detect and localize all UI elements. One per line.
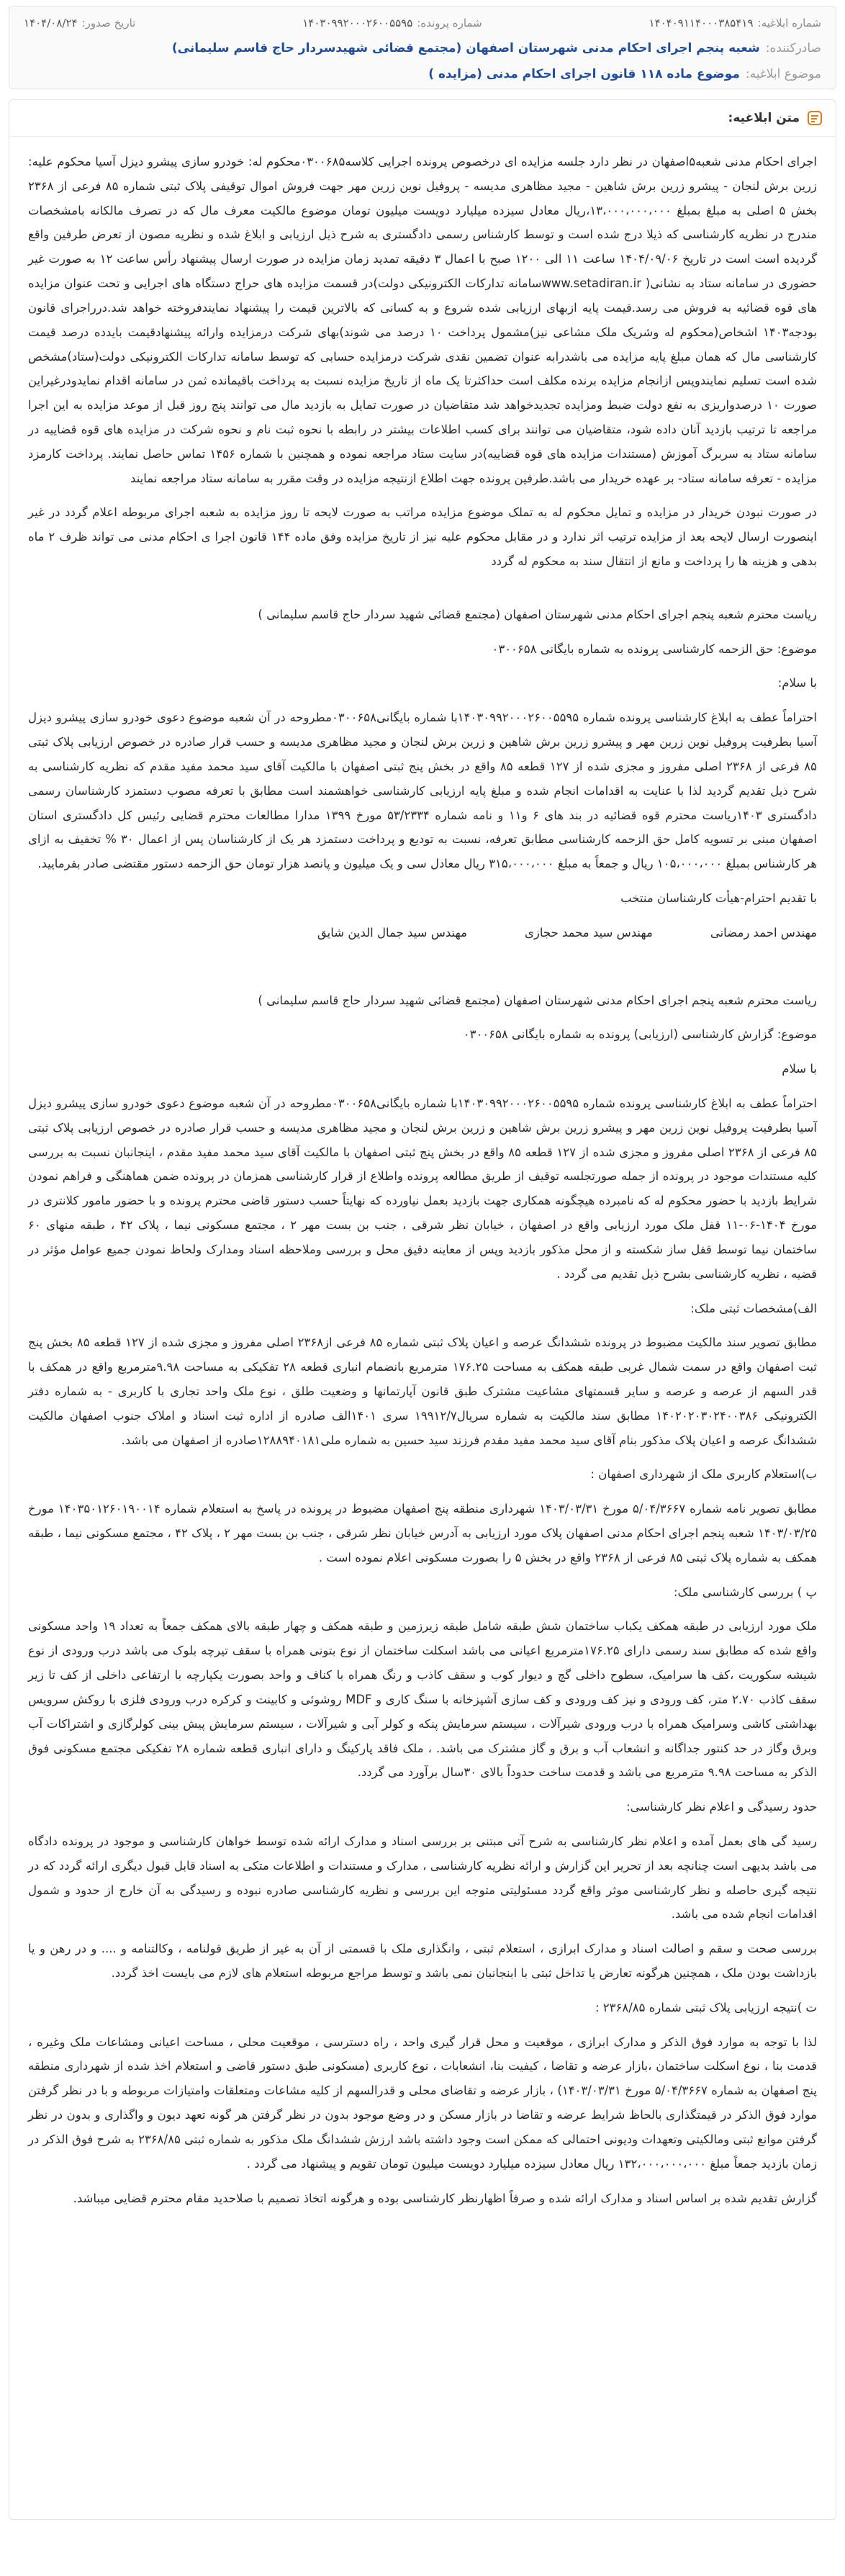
greeting-report: با سلام (782, 1062, 817, 1076)
section-landuse-heading: ب)استعلام کاربری ملک از شهرداری اصفهان : (590, 1467, 817, 1482)
issue-date (24, 17, 135, 30)
issuer-row (24, 41, 821, 55)
fee-paragraph: احتراماً عطف به ابلاغ کارشناسی پرونده شماره ۱۴۰۳۰۹۹۲۰۰۰۲۶۰۰۵۵۹۵با شماره بایگانی۰۳۰۰۶۵۸مطروحه در آن شعبه موضوع دعوی خودرو سازی پیشرو دیزل آسیا بطرفیت پروفیل نوین زرین مهر و پیشرو زرین برش شاهین و زرین برش لنجان و مجید مظاهری مدیسه و حسب قرار صادره در خصوص ارزیابی پلاک ثبتی ۸۵ فرعی از ۲۳۶۸ اصلی مفروز و مجزی شده از ۱۲۷ قطعه ۸۵ واقع در بخش پنج ثبتی اصفهان با مالکیت آقای سید محمد مفید مقدم که نظریه کارشناسی به شرح ذیل تقدیم گردید لذا با عنایت به اقدامات انجام شده و مبلغ پایه ارزیابی کارشناسی خواهشمند است مطابق با تعرفه مصوب دستمزد کارشناسان رسمی دادگستری ۱۴۰۳ریاست محترم قوه قضائیه در بند های ۶ و۱۱ و نامه شماره ۵۳/۲۳۳۴ مورخ ۱۳۹۹ مدارا مطالعات محترم قضایی رئیس کل دادگستری استان اصفهان مبنی بر تسویه کامل حق الزحمه کارشناسی مطابق تعرفه، نسبت به تودیع و پرداخت دستمزد هر یک از کارشناسان پس از اعمال ۳۰ % تخفیف به ازای هر کارشناس بمبلغ ۱۰۵،۰۰۰،۰۰۰ ریال و جمعاً به مبلغ ۳۱۵،۰۰۰،۰۰۰ ریال معادل سی و یک میلیون و پانصد هزار تومان حق الزحمه دستور مقتضی صادر بفرمایید. (28, 711, 817, 871)
signer-1: مهندس احمد رمضانی (710, 925, 817, 940)
notice-number-label: شماره ابلاغیه: (757, 17, 821, 30)
issue-date-label: تاریخ صدور: (81, 17, 136, 30)
report-intro-paragraph: احتراماً عطف به ابلاغ کارشناسی پرونده شماره ۱۴۰۳۰۹۹۲۰۰۰۲۶۰۰۵۵۹۵با شماره بایگانی۰۳۰۰۶۵۸مطروحه در آن شعبه موضوع دعوی خودرو سازی پیشرو دیزل آسیا بطرفیت پروفیل نوین زرین مهر و پیشرو زرین برش شاهین و زرین برش لنجان و مجید مظاهری مدیسه و حسب قرار صادره در خصوص ارزیابی پلاک ثبتی ۸۵ فرعی از ۲۳۶۸ اصلی مفروز و مجزی شده از ۱۲۷ قطعه ۸۵ واقع در بخش پنج ثبتی اصفهان با مالکیت آقای سید محمد مفید مقدم ، اینجانبان نسبت به بررسی کلیه مستندات موجود در پرونده از جمله صورتجلسه توقیف از طریق مطالعه پرونده واطلاع از قرار کارشناسی همزمان در پرونده ضمن هماهنگی و فراهم نمودن شرایط بازدید با حضور محکوم له که نامبرده هیچگونه همکاری جهت بازدید بعمل نیاورده که نهایتاً حسب دستور قاضی محترم پرونده و با حضور مامور کلانتری در مورخ ۱۴۰۴-۰۶-۱۱ قفل ملک مورد ارزیابی واقع در اصفهان ، خیابان نظر شرقی ، جنب بن بست مهر ۲ ، مجتمع مسکونی نیما ، پلاک ۴۲ ، طبقه منهای ۶۰ ساختمان نیما توسط قفل ساز شکسته و از محل مذکور بازدید وپس از معاینه دقیق محل و بررسی وملاحظه اسناد ومدارک ولحاظ نمودن جمیع عوامل مؤثر در قضیه ، نظریه کارشناسی بشرح ذیل تقدیم می گردد . (28, 1096, 817, 1281)
notice-content (9, 99, 836, 2520)
auction-paragraph: اجرای احکام مدنی شعبه۵اصفهان در نظر دارد جلسه مزایده ای درخصوص پرونده اجرایی کلاسه۰۳۰۰۶۸۵محکوم له: خودرو سازی پیشرو دیزل آسیا محکوم علیه: زرین برش لنجان - پیشرو زرین برش شاهین - مجید مظاهری مدیسه - پروفیل نوین زرین مهر جهت فروش اموال توقیفی پلاک ثبتی شماره ۸۵ فرعی از ۲۳۶۸ بخش ۵ اصلی به مبلغ بمبلغ ۱۳،۰۰۰،۰۰۰،۰۰۰،ریال معادل سیزده میلیارد دویست میلیون تومان موضوع مالکیت معرف مال که در تصرف مالکانه بامشخصات مندرج در نظریه کارشناسی که ذیلا درج شده است و توسط کارشناس رسمی دادگستری به شرح ذیل ارزیابی و ابلاغ شده و نظریه مصون از تعرض طرفین واقع گردیده است است در تاریخ ۱۴۰۴/۰۹/۰۶ ساعت ۱۱ الی ۱۲۰۰ صبح با اعمال ۳ دقیقه تمدید زمان مزایده در صورت ارسال پیشنهاد رأس ساعت ۱۲ به صورت غیر حضوری در سامانه ستاد به نشانی( www.setadiran.irسامانه تدارکات الکترونیکی دولت)در قسمت مزایده های حراج دستگاه های اجرایی و تحت عنوان مزایده های قوه قضائیه به فروش می رسد.قیمت پایه ازبهای ارزیابی شده شروع و به کسانی که بالاترین قیمت را پیشنهاد نمایندفروخته خواهد شد.درراجرای قانون بودجه۱۴۰۳ اشخاص(محکوم له وشریک ملک مشاعی نیز)مشمول پرداخت ۱۰ درصد می شوند)بهای شرکت درمزایده وارائه پیشنهادقیمت بایدده درصد قیمت کارشناسی مال که همان مبلغ پایه مزایده می باشدرابه عنوان تضمین نقدی شرکت درمزایده حسابی که توسط سامانه تدارکات الکترونیکی دولت(ستاد)مشخص شده است تسلیم نمایندوپس ازانجام مزایده برنده مکلف است حداکثرتا یک ماه از تاریخ مزایده نسبت به پرداخت باقیمانده ثمن در سامانه اقدام نمایدودرغیراین صورت ۱۰ درصدواریزی به نفع دولت ضبط ومزایده تجدیدخواهد شد متقاضیان در صورت تمایل به بازدید مال می توانند پنج روز قبل از موعد مزایده به این اجرا مراجعه تا ترتیب بازدید آنان داده شود، متقاضیان می توانند برای کسب اطلاعات بیشتر در رابطه با نحوه ثبت نام و نحوه شرکت در مزایده های قوه قضاییه در سامانه ستاد به سربرگ آموزش (مستندات مزایده های قوه قضاییه)در سایت ستاد مراجعه نموده و همچنین با شماره ۱۴۵۶ تماس حاصل نمایند. پرداخت کارمزد مزایده - تعرفه سامانه ستاد- بر عهده خریدار می باشد.طرفین پرونده جهت اطلاع ازنتیجه مزایده در وقت مقرر به سامانه ستاد مراجعه نمایند (28, 155, 818, 485)
scope-paragraph: رسید گی های بعمل آمده و اعلام نظر کارشناسی به شرح آتی مبتنی بر بررسی اسناد و مدارک ارائه شده توسط خواهان کارشناسی و موجود در پرونده دادگاه می باشد بدیهی است چنانچه بعد از تحریر این گزارش و ارائه نظریه کارشناسی ، مدارک و مستندات و اطلاعات متکی به اسناد قابل قبول دیگری ارائه گردد که در نتیجه گیری حاصله و نظر کارشناسی موثر واقع گردد مسئولیتی متوجه این بررسی و نظریه کارشناسی صادره نبوده و رسیدگی به آن خارج از حدود و شمول اقدامات انجام شده می باشد. (28, 1834, 817, 1922)
auction-note-paragraph: در صورت نبودن خریدار در مزایده و تمایل محکوم له به تملک موضوع مزایده مراتب به صورت لایحه تا روز مزایده به شعبه اجرای مربوطه اعلام گردد در غیر اینصورت ارسال لایحه بعد از مزایده ترتیب اثر ندارد و در مقابل محکوم علیه نیز از تاریخ مزایده وفق ماده ۱۴۴ قانون اجرا ی احکام مدنی می تواند ظرف ۲ ماه بدهی و هزینه ها را پرداخت و مانع از انتقال سند به محکوم له گردد (28, 505, 818, 568)
section-scope-heading: حدود رسیدگی و اعلام نظر کارشناسی: (626, 1800, 817, 1814)
notice-body (9, 137, 836, 2238)
addressee-fee: ریاست محترم شعبه پنجم اجرای احکام مدنی شهرستان اصفهان (مجتمع قضائی شهید سردار حاج قاسم سلیمانی ) (258, 607, 817, 621)
landuse-paragraph: مطابق تصویر نامه شماره ۵/۰۴/۳۶۶۷ مورخ ۱۴۰۳/۰۳/۳۱ شهرداری منطقه پنج اصفهان مضبوط در پرونده در پاسخ به استعلام شماره ۱۴۰۳۵۰۱۲۶۰۱۹۰۰۱۴ مورخ ۱۴۰۳/۰۳/۲۵ شعبه پنجم اجرای احکام مدنی اصفهان پلاک مورد ارزیابی به آدرس خیابان نظر شرقی ، جنب بن بست مهر ۲ ، پلاک ۴۲ ، مجتمع مسکونی نیما ، طبقه همکف به شماره پلاک ثبتی ۸۵ فرعی از ۲۳۶۸ واقع در بخش ۵ را بصورت مسکونی اعلام نموده است . (28, 1502, 817, 1564)
content-title-text: متن ابلاغیه: (728, 111, 800, 125)
section-registration-heading: الف)مشخصات ثبتی ملک: (690, 1301, 817, 1315)
registration-paragraph: مطابق تصویر سند مالکیت مضبوط در پرونده ششدانگ عرصه و اعیان پلاک ثبتی شماره ۸۵ فرعی از۲۳۶۸ اصلی مفروز و مجزی شده از ۱۲۷ قطعه ۸۵ بخش پنج ثبت اصفهان واقع در سمت شمال غربی طبقه همکف به مساحت ۱۷۶.۲۵ مترمربع بانضمام انباری قطعه ۲۸ تفکیکی به مساحت ۹.۹۸مترمربع واقع در همکف با قدر السهم از عرصه و عرصه و سایر قسمتهای مشاعیت مشترک طبق قانون آپارتمانها و وضعیت طلق ، نوع ملک واحد تجاری با کاربری - به شماره دفتر الکترونیکی ۱۴۰۲۰۲۰۳۰۲۴۰۰۳۸۶ مطابق سند مالکیت به شماره سریال۱۹۹۱۲/۷ سری ۱۴۰۱الف صادره از اداره ثبت اسناد و املاک جنوب اصفهان مالکیت ششدانگ عرصه و اعیان پلاک مذکور بنام آقای سید محمد مفید مقدم فرزند سید حسین به شماره ملی۱۲۸۸۹۴۰۱۸۱صادره از اصفهان می باشد. (28, 1336, 817, 1447)
notice-number-value: ۱۴۰۴۰۹۱۱۴۰۰۰۳۸۵۴۱۹ (649, 17, 754, 30)
closing-paragraph: گزارش تقدیم شده بر اساس اسناد و مدارک ارائه شده و صرفاً اظهارنظر کارشناسی بوده و هرگونه اتخاذ تصمیم با صلاحدید مقام محترم قضایی میباشد. (73, 2191, 817, 2205)
case-number (302, 17, 482, 30)
verification-paragraph: بررسی صحت و سقم و اصالت اسناد و مدارک ابرازی ، استعلام ثبتی ، وانگذاری ملک با قسمتی از آن به غیر از طریق قولنامه ، وکالتنامه و .... و در رهن و یا بازداشت بودن ملک ، همچنین هرگونه تعارض یا تداخل ثبتی با ابنجانبان نمی باشد و توسط مراجع مربوطه استعلام های لازم می بایست اخذ گردد. (28, 1942, 817, 1980)
subject-label: موضوع ابلاغیه: (745, 67, 821, 81)
subject-report: موضوع: گزارش کارشناسی (ارزیابی) پرونده به شماره بایگانی ۰۳۰۰۶۵۸ (463, 1027, 817, 1042)
notice-header (9, 6, 836, 89)
issue-date-value: ۱۴۰۴/۰۸/۲۴ (24, 17, 78, 30)
result-paragraph: لذا با توجه به موارد فوق الذکر و مدارک ابرازی ، موقعیت و محل قرار گیری واحد ، راه دسترسی ، موقعیت محلی ، مساحت اعیانی ومشاعات ملک وغیره ، قدمت بنا ، نوع اسکلت ساختمان ،بازار عرضه و تقاضا ، کیفیت بنا، انشعابات ، نوع کاربری (مسکونی طبق دستور قاضی و استعلام اخذ شده از شهرداری منطقه پنج اصفهان به شماره ۵/۰۴/۳۶۶۷ مورخ ۱۴۰۳/۰۳/۳۱) ، بازار عرضه و تقاضای محلی و قدرالسهم از کلیه مشاعات ومتعلقات وامتیازات مربوطه و با در نظر گرفتن موارد فوق الذکر در قیمتگذاری بالحاظ شرایط عرضه و تقاضا در بازار مسکن و در وضع موجود بدون در نظر گرفتن هر گونه تعهد دیون و واگذاری و بدون در نظر گرفتن موانع ثبتی ومالکیتی وتعهدات ودیونی احتمالی که ممکن است وجود داشته باشد ارزش ششدانگ ملک مذکور به شماره ثبتی ۲۳۶۸/۸۵ به شرح فوق الذکر در زمان بازدید جمعاً مبلغ ۱۳۲،۰۰۰،۰۰۰،۰۰۰ ریال معادل سیزده میلیارد دویست میلیون تومان تقویم و پیشنهاد می گردد . (28, 2035, 817, 2171)
greeting-fee: با سلام: (777, 676, 817, 690)
addressee-report: ریاست محترم شعبه پنجم اجرای احکام مدنی شهرستان اصفهان (مجتمع قضائی شهید سردار حاج قاسم سلیمانی ) (258, 993, 817, 1007)
expert-signers (28, 921, 817, 945)
section-inspection-heading: پ ) بررسی کارشناسی ملک: (673, 1585, 817, 1599)
regards-line: با تقدیم احترام-هیأت کارشناسان منتخب (620, 891, 817, 905)
signer-3: مهندس سید جمال الدین شایق (317, 925, 467, 940)
notice-number (649, 17, 821, 30)
section-result-heading: ت )نتیجه ارزیابی پلاک ثبتی شماره ۲۳۶۸/۸۵ : (595, 2000, 817, 2014)
case-number-value: ۱۴۰۳۰۹۹۲۰۰۰۲۶۰۰۵۵۹۵ (302, 17, 413, 30)
issuer-label: صادرکننده: (765, 41, 821, 55)
document-notice-icon (805, 109, 824, 127)
case-number-label: شماره پرونده: (417, 17, 482, 30)
subject-fee: موضوع: حق الزحمه کارشناسی پرونده به شماره بایگانی ۰۳۰۰۶۵۸ (492, 641, 817, 656)
subject-value: موضوع ماده ۱۱۸ قانون اجرای احکام مدنی (مزایده ) (428, 67, 740, 81)
subject-row (24, 67, 821, 81)
notice-meta-row (24, 17, 821, 30)
signer-2: مهندس سید محمد حجازی (524, 925, 653, 940)
issuer-value: شعبه پنجم اجرای احکام مدنی شهرستان اصفهان (مجتمع قضائی شهیدسردار حاج قاسم سلیمانی) (171, 41, 760, 55)
content-title (9, 100, 836, 137)
inspection-paragraph: ملک مورد ارزیابی در طبقه همکف یکباب ساختمان شش طبقه شامل طبقه زیرزمین و طبقه همکف و چهار طبقه بالای همکف جمعاً به تعداد ۱۹ واحد مسکونی واقع شده که مطابق سند رسمی دارای ۱۷۶.۲۵مترمربع اعیانی می باشد اسکلت ساختمان از نوع بتونی همراه با سقف تیرچه بلوک می باشد درب ورودی از نوع شیشه سکوریت ،کف ها سرامیک، سطوح داخلی گچ و دیوار کوب و سقف کاذب و رنگ همراه با کناف و واحد بصورت یکپارچه با ارتفاعی داخلی از کف تا زیر سقف کاذب ۲.۷۰ متر، کف ورودی و نیز کف ورودی و کف سازی آشپزخانه با سنگ کاری و MDF روشوئی و کابینت و کرکره درب ورودی فلزی با روکش سرویس بهداشتی کاشی وسرامیک همراه با درب ورودی شیرآلات ، سیستم سرمایش پنکه و کولر آبی و شیرآلات ، سیستم سرمایش پیش بینی کولرگازی و اشتراکات آب وبرق وگاز در حد کنتور جداگانه و انشعاب آب و برق و گاز مشترک می باشد. ، ملک فاقد پارکینگ و دارای انباری قطعه شماره ۲۸ تفکیکی مجتمع مسکونی فوق الذکر به مساحت ۹.۹۸ مترمربع می باشد و قدمت ساخت حدوداً بالای ۳۰سال برآورد می گردد. (28, 1619, 818, 1780)
